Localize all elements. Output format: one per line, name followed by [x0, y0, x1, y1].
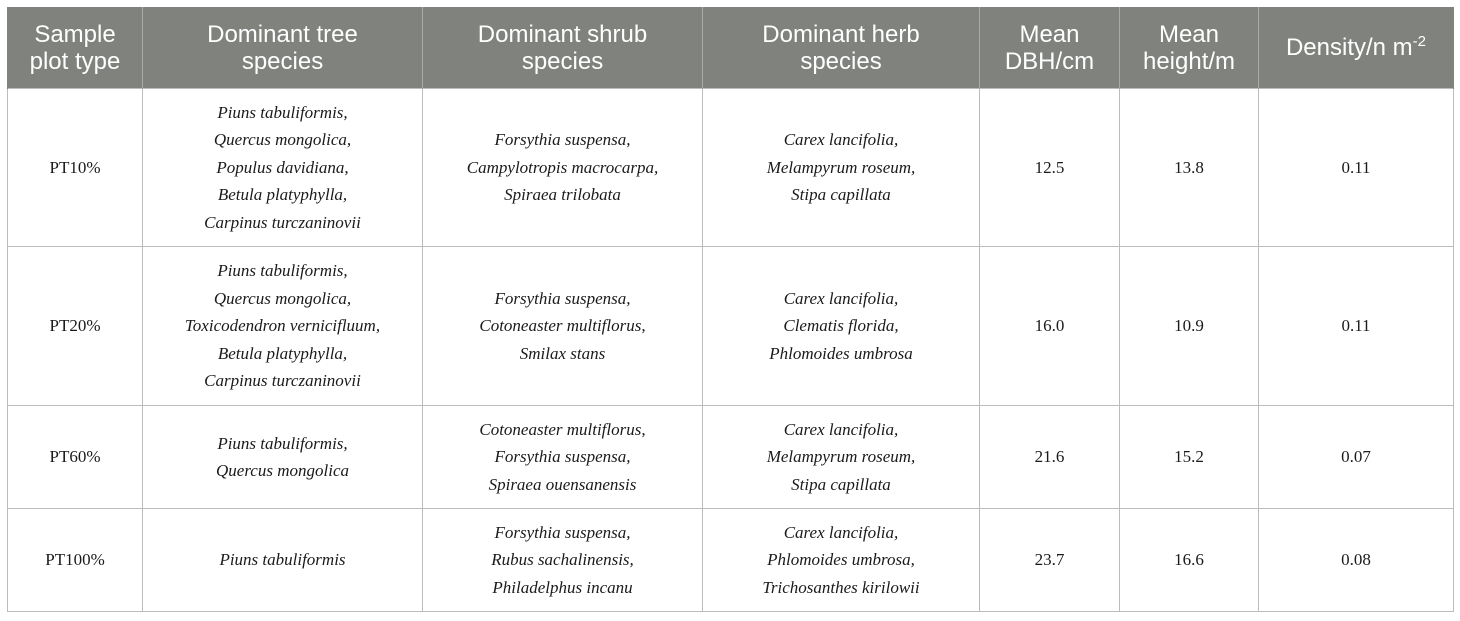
species-name: Quercus mongolica,	[213, 130, 352, 150]
header-plot-type	[8, 7, 143, 89]
header-text: plot type	[29, 47, 121, 75]
species-name: Forsythia suspensa,	[494, 447, 631, 467]
species-table-container	[7, 7, 1453, 612]
header-row	[8, 7, 1454, 89]
cell-mean-height: 13.8	[1120, 89, 1259, 247]
species-name: Campylotropis macrocarpa,	[466, 157, 659, 177]
cell-shrub-species	[423, 247, 703, 406]
cell-plot-type: PT10%	[8, 89, 143, 247]
cell-shrub-species	[423, 89, 703, 247]
cell-plot-type: PT100%	[8, 509, 143, 612]
species-name: Piuns tabuliformis,	[217, 261, 348, 281]
species-name: Carex lancifolia,	[783, 130, 899, 150]
table-row	[8, 406, 1454, 509]
species-name: Forsythia suspensa,	[494, 522, 631, 542]
cell-plot-type: PT20%	[8, 247, 143, 406]
header-text: Dominant shrub	[477, 20, 648, 48]
species-name: Cotoneaster multiflorus,	[479, 316, 646, 336]
table-row	[8, 509, 1454, 612]
species-name: Piuns tabuliformis,	[217, 433, 348, 453]
header-text: Sample	[34, 20, 116, 48]
cell-density: 0.11	[1259, 89, 1454, 247]
species-name: Stipa capillata	[791, 474, 891, 494]
header-text: species	[800, 47, 882, 75]
header-text: Density/n m	[1285, 34, 1413, 61]
species-name: Philadelphus incanu	[492, 577, 633, 597]
header-text: Dominant tree	[207, 20, 358, 48]
species-name: Phlomoides umbrosa,	[767, 550, 915, 570]
species-name: Phlomoides umbrosa	[769, 343, 913, 363]
cell-tree-species	[143, 247, 423, 406]
species-name: Betula platyphylla,	[217, 343, 348, 363]
species-name: Spiraea ouensanensis	[488, 474, 637, 494]
species-name: Piuns tabuliformis,	[217, 102, 348, 122]
cell-plot-type: PT60%	[8, 406, 143, 509]
header-text: Dominant herb	[762, 20, 920, 48]
species-name: Clematis florida,	[783, 316, 899, 336]
cell-mean-dbh: 21.6	[980, 406, 1120, 509]
species-name: Betula platyphylla,	[217, 185, 348, 205]
species-name: Smilax stans	[519, 343, 606, 363]
species-name: Trichosanthes kirilowii	[762, 577, 920, 597]
cell-shrub-species	[423, 406, 703, 509]
density-exponent: -2	[1412, 33, 1427, 50]
species-name: Forsythia suspensa,	[494, 130, 631, 150]
species-name: Carex lancifolia,	[783, 522, 899, 542]
table-header	[8, 7, 1454, 89]
species-name: Carex lancifolia,	[783, 288, 899, 308]
cell-herb-species	[703, 89, 980, 247]
species-name: Rubus sachalinensis,	[491, 550, 634, 570]
cell-density: 0.08	[1259, 509, 1454, 612]
species-name: Populus davidiana,	[216, 157, 349, 177]
header-text: DBH/cm	[1004, 47, 1095, 75]
species-name: Quercus mongolica,	[213, 288, 352, 308]
table-body	[8, 89, 1454, 612]
cell-herb-species	[703, 509, 980, 612]
header-text: Mean	[1158, 20, 1220, 48]
species-name: Forsythia suspensa,	[494, 288, 631, 308]
species-name: Toxicodendron vernicifluum,	[184, 316, 381, 336]
species-name: Melampyrum roseum,	[766, 157, 916, 177]
header-mean-height	[1120, 7, 1259, 89]
cell-tree-species	[143, 89, 423, 247]
species-name: Melampyrum roseum,	[766, 447, 916, 467]
header-text: Mean	[1019, 20, 1080, 48]
cell-tree-species	[143, 406, 423, 509]
header-density	[1259, 7, 1454, 89]
species-name: Carpinus turczaninovii	[204, 212, 361, 232]
header-shrub-species	[423, 7, 703, 89]
cell-mean-dbh: 23.7	[980, 509, 1120, 612]
header-text: species	[241, 47, 324, 75]
cell-mean-height: 15.2	[1120, 406, 1259, 509]
species-name: Spiraea trilobata	[504, 185, 621, 205]
table-row	[8, 89, 1454, 247]
cell-mean-dbh: 16.0	[980, 247, 1120, 406]
cell-herb-species	[703, 247, 980, 406]
header-text: height/m	[1142, 47, 1236, 75]
header-text: species	[521, 47, 604, 75]
species-name: Stipa capillata	[791, 185, 891, 205]
species-name: Piuns tabuliformis	[219, 550, 346, 570]
header-herb-species	[703, 7, 980, 89]
cell-mean-dbh: 12.5	[980, 89, 1120, 247]
header-mean-dbh	[980, 7, 1120, 89]
species-table	[7, 7, 1454, 612]
species-name: Carpinus turczaninovii	[204, 371, 361, 391]
cell-density: 0.11	[1259, 247, 1454, 406]
cell-mean-height: 16.6	[1120, 509, 1259, 612]
species-name: Quercus mongolica	[216, 461, 349, 480]
cell-herb-species	[703, 406, 980, 509]
cell-mean-height: 10.9	[1120, 247, 1259, 406]
species-name: Carex lancifolia,	[783, 419, 899, 439]
cell-shrub-species	[423, 509, 703, 612]
cell-density: 0.07	[1259, 406, 1454, 509]
species-name: Cotoneaster multiflorus,	[479, 419, 646, 439]
header-tree-species	[143, 7, 423, 89]
cell-tree-species	[143, 509, 423, 612]
table-row	[8, 247, 1454, 406]
